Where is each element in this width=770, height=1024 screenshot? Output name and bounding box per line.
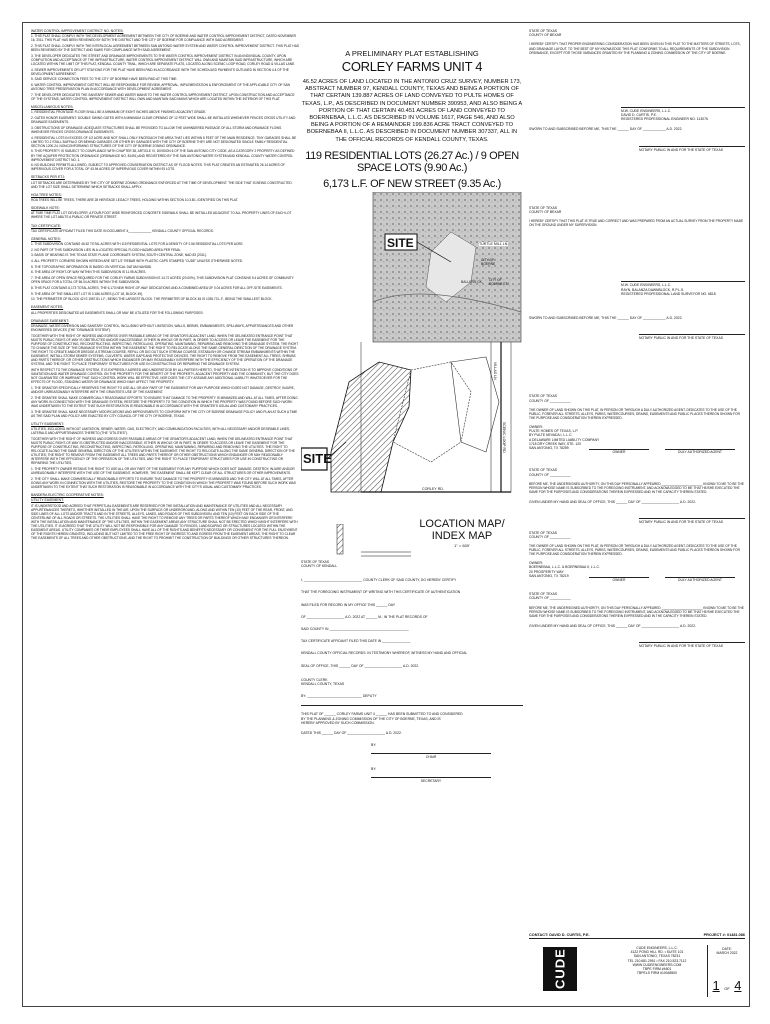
hoa-title: HOA TREE NOTES: [31, 192, 62, 197]
cude-logo [543, 947, 577, 991]
engineer-state: STATE OF TEXAS [529, 29, 558, 33]
note-item: TOGETHER WITH THE RIGHT OF INGRESS AND EGRESS OVER PASSABLE AREAS OF THE GRANTOR'S ADJACENT LAND, WHEN THE DELINEATED ENTRANCE POINT THAT MUSTS PUBLIC RIGHT-OF-WAY IS OBSTRUCTED AND/OR INACCESSIBLE, EITHER IN WHOLE OR IN PART, IN ORDER TO ACCESS OR LEAVE THE EASEMENT FOR THE PURPOSE OF CONSTRUCTING, RECONSTRUCTING, INSPECTING, PATROLLING, OPERATING, MAINTAINING, REPAIRING AND REMOVING THE DRAINAGE SYSTEM. THE RIGHT TO CHANGE THE SIZE OF THE DRAINAGE SYSTEM WITHIN THE EASEMENT. THE RIGHT TO RELOCATE ALONG THE SAME GENERAL DIRECTION OF THE DRAINAGE SYSTEM. THE RIGHT TO CREATE AND/OR DREDGE A STREAM COURSE, REFILL OR DIG OUT SUCH STREAM COURSE, ESTABLISH OR CHANGE STREAM EMBANKMENTS WITHIN THE EASEMENT, INSTALL STORM SEWER SYSTEMS, CULVERTS, WATER GAPS AND PROTECTIVE DEVICES. THE RIGHT TO REMOVE FROM THE EASEMENT ALL TREES, SHRUBS AND PARTS THEREOF, OR OTHER OBSTRUCTIONS WHICH ENDANGER OR MAY REASONABLY INTERFERE WITH THE EFFICIENCY OF THE OPERATION OF THE DRAINAGE SYSTEM, AND THE RIGHT TO PLACE TEMPORARY STRUCTURES FOR USE IN CONSTRUCTING OR REPAIRING THE DRAINAGE SYSTEM. [31, 333, 299, 367]
sheet-current: 1 [712, 978, 720, 993]
note-item: 7. THE AREA OF OPEN SPACE REQUIRED FOR THE CORLEY FARMS SUBDIVISION IS 14.72 ACRES (20.00%). THIS SUBDIVISION PLAT CONTAINS 9.4 ACRES OF COMMUNITY OPEN SPACE FOR A TOTAL OF 56.04 ACRES WITHIN THE SUBDIVISION. [31, 276, 294, 285]
ack2-text: BEFORE ME, THE UNDERSIGNED AUTHORITY, ON THIS DAY PERSONALLY APPEARED _______________________ KNOWN TO ME TO BE THE PERSON WHOSE NAME IS SUBSCRIBED TO THE FOREGOING INSTRUMENT, AND ACKNOWLEDGED TO ME THAT HE/SHE EXECUTED THE SAME FOR THE PURPOSES AND CONSIDERATIONS THEREIN EXPRESSED AND IN THE CAPACITY THEREIN STATED. [529, 605, 744, 618]
note-item: 1. RESIDENTIAL FRONTAGE FLOOR SHALL BE A MINIMUM OF EIGHT INCHES ABOVE FINISHED ADJACENT GRADE. [31, 110, 207, 115]
cude-logo-text: CUDE [552, 948, 568, 990]
project-label: PROJECT #: [703, 933, 726, 937]
note-item: 4. SEWER IMPROVEMENTS OR LIFT STATIONS FOR THE PLAT HAVE BEEN PAID IN ACCORDANCE WITH THE SCHEDULED PAYMENTS OUTLINED IN SECTION 4.4 OF THE DEVELOPMENT AGREEMENT. [31, 67, 289, 76]
note-item: 2. GATES HONOR EASEMENT: DOUBLE SWING GATES WITH A MINIMUM CLEAR OPENING OF 12 FEET WIDE SHALL BE INSTALLED WHENEVER FENCES CROSS UTILITY AND DRAINAGE EASEMENTS. [31, 115, 296, 125]
owner1-owner-sig: OWNER [612, 450, 626, 455]
owner2-owner-sig: OWNER [612, 578, 626, 583]
location-map-caption [301, 518, 523, 628]
note-item: 5. THE TOPOGRAPHIC INFORMATION IS BASED ON VERTICAL DATUM NAVD88. [31, 264, 152, 269]
filed-line: WAS FILED FOR RECORD IN MY OFFICE THIS ______ DAY [301, 602, 396, 607]
plat-sheet [22, 22, 750, 1007]
dated-line: DATED THIS ______ DAY OF ____________________ A.D. 2022. [301, 731, 402, 736]
address-line: WWW.CUDEENGINEERS.COM [632, 962, 682, 967]
owner2-agent-sig: DULY AUTHORIZED AGENT [678, 578, 722, 583]
engineer-notary-label: NOTARY PUBLIC IN AND FOR THE STATE OF TEXAS [639, 147, 723, 152]
note-item: 1. THIS SUBDIVISION CONTAINS 46.52 TOTAL ACRES WITH 119 RESIDENTIAL LOTS FOR A DENSITY OF 2.56 RESIDENTIAL LOTS PER ACRE. [31, 242, 244, 247]
plat-title: CORLEY FARMS UNIT 4 [341, 59, 483, 74]
clerk-para: THAT THE FOREGOING INSTRUMENT OF WRITING WITH THIS CERTIFICATE OF AUTHENTICATION [301, 590, 461, 595]
owner1-agent-sig: DULY AUTHORIZED AGENT [678, 450, 722, 455]
note-item: 3. THE DEVELOPER DEDICATES THE STREET AND DRAINAGE IMPROVEMENTS TO THE WATER CONTROL IMPROVEMENT DISTRICT IN AN INDIVIDUAL COUNTY. UPON COMPLETION AND ACCEPTANCE OF THE INFRASTRUCTURE, WATER CONTROL IMPROVEMENT DISTRICT WILL OWN AND MAINTAIN SAID INFRASTRUCTURE, WHICH ARE LOCATED WITHIN THE LIMIT OF THIS PLAT, KENDALL COUNTY TRAIL, WHICH ARE SEPARATE PLATS, LOCATED ALONG SCENIC LOOP ROAD, CORLEY ROAD & VILLAS LANE. [31, 53, 296, 66]
note-item: 1. THIS PLAT SHALL COMPLY WITH THE DEVELOPMENT AGREEMENT BETWEEN THE CITY OF BOERNE AND WATER CONTROL IMPROVEMENT DISTRICT, DATED NOVEMBER 16, 2011. THIS PLAT HAS BEEN REVIEWED BY BOTH THE DISTRICT AND THE CITY OF BOERNE FOR COMPLIANCE WITH SAID AGREEMENT. [31, 34, 296, 43]
surveyor-registration: REGISTERED PROFESSIONAL LAND SURVEYOR NO. 6818 [621, 291, 716, 296]
map-legend-lines [301, 524, 523, 560]
site-label-lower: SITE [303, 450, 332, 466]
note-item: 9. THE AREA OF THE SMALLEST LOT IS 0.186 ACRES (LOT 18, BLOCK 49). [31, 291, 144, 296]
owner1-signatures [589, 449, 745, 454]
city-label: CITY OF BOERNE [481, 257, 496, 266]
owner1-address [529, 429, 745, 450]
unit-4-hatched-area [331, 362, 411, 492]
surveyor-notary [639, 334, 745, 340]
address-line: TBPE FIRM #4601 [642, 967, 672, 972]
lot-summary: 119 RESIDENTIAL LOTS (26.27 Ac.) / 9 OPEN SPACE LOTS (9.90 Ac.) [305, 149, 519, 174]
engineer-sworn: SWORN TO AND SUBSCRIBED BEFORE ME, THIS THE ______ DAY OF ____________ A.D. 2022. [529, 127, 683, 132]
note-item: 2. THIS PLAT SHALL COMPLY WITH THE INTERLOCAL AGREEMENT BETWEEN SAN ANTONIO WATER SYSTEM AND WATER CONTROL IMPROVEMENT DISTRICT. THIS PLAT HAS BEEN REVIEWED BY THE DISTRICT AND SAWS FOR COMPLIANCE WITH SAID AGREEMENT. [31, 43, 299, 53]
tax-text: TAX CERTIFICATE AFFIDAVIT FILED THIS DATE IN DOCUMENT #_____________ KENDALL COUNTY OFFICIAL RECORDS. [31, 228, 214, 233]
corley-road-label: CORLEY RD. [422, 486, 444, 491]
clerk-county: COUNTY OF KENDALL [301, 564, 338, 569]
general-notes-title: GENERAL NOTES: [31, 236, 61, 241]
note-item: 2. THE CITY SHALL MAKE COMMERCIALLY REASONABLE EFFORTS TO ENSURE THAT DAMAGE TO THE PROPERTY IS MINIMIZED AND THE CITY WILL AT ALL TIMES, AFTER DOING ANY WORK IN CONNECTION WITH THE UTILITIES, RESTORE THE PROPERTY TO THE CONDITION IN WHICH THE PROPERTY WAS FOUND BEFORE SUCH WORK WAS UNDERTAKEN TO THE EXTENT THAT SUCH RESTORATION IS REASONABLE IN ACCORDANCE WITH THE CITY'S USUAL AND CUSTOMARY PRACTICES. [31, 476, 296, 490]
setback-text: LOT SETBACKS ARE DETERMINED BY THE CITY OF BOERNE ZONING ORDINANCE ENFORCED AT THE TIME OF DEVELOPMENT. THE SIDE THAT IS BEING CONSTRUCTED AND THE LOT SIZE SHALL DETERMINE WHICH SETBACKS SHALL APPLY. [31, 180, 292, 189]
address-line: BOERNEBAA, L.L.C. & BOERNEBAA II, L.L.C. [529, 565, 600, 570]
water-notes-list [31, 34, 299, 101]
legal-description: 46.52 ACRES OF LAND LOCATED IN THE ANTONIO CRUZ SURVEY, NUMBER 173, ABSTRACT NUMBER 97, KENDALL COUNTY, TEXAS AND BEING A PORTION OF THAT CERTAIN 139.887 ACRES OF LAND CONVEYED TO PULTE HOMES OF TEXAS, L.P., AS DESCRIBED IN DOCUMENT NUMBER 390953, AND ALSO BEING A PORTION OF THAT CERTAIN 40.451 ACRES OF LAND CONVEYED TO BOERNEBAA, L.L.C. AS DESCRIBED IN VOLUME 1617, PAGE 546, AND ALSO BEING A PORTION OF A REMAINDER 199.836 ACRE TRACT CONVEYED TO BOERNEBAA II, L.L.C. AS DESCRIBED IN DOCUMENT NUMBER 307337, ALL IN THE OFFICIAL RECORDS OF KENDALL COUNTY, TEXAS. [301, 79, 523, 143]
street-summary: 6,173 L.F. OF NEW STREET (9.35 Ac.) [323, 177, 501, 190]
kendall-records-line: KENDALL COUNTY OFFICIAL RECORDS. IN TESTIMONY WHEREOF, WITNESS MY HAND AND OFFICIAL [301, 651, 468, 656]
note-item: 2. THE GRANTEE SHALL MAKE COMMERCIALLY REASONABLE EFFORTS TO ENSURE THAT DAMAGE TO THE PROPERTY IS MINIMIZED AND WILL AT ALL TIMES, AFTER DOING ANY WORK IN CONNECTION WITH THE DRAINAGE SYSTEM, RESTORE THE PROPERTY TO THE CONDITION IN WHICH THE PROPERTY WAS FOUND BEFORE SUCH WORK WAS UNDERTAKEN TO THE EXTENT THAT SUCH RESTORATION IS REASONABLE IN ACCORDANCE WITH THE GRANTEE'S USUAL AND CUSTOMARY PRACTICES. [31, 395, 298, 408]
site-label-upper: SITE [387, 235, 414, 250]
note-item: WITH RESPECT TO THE DRAINAGE SYSTEM, IT IS EXPRESSLY AGREED AND UNDERSTOOD BY ALL PARTIES HERETO, THAT THE INTENTION IS TO IMPROVE CONDITIONS OF SANITATION AND WATER DRAINAGE CONTROL ON THE PROPERTY FOR THE BENEFIT OF THE PROPERTY, ADJACENT PROPERTY AND THE COMMUNITY, BUT THE CITY DOES NOT GUARANTEE OR WARRANT THAT SUCH CONTROL WORK WILL BE EFFECTIVE, NOR DOES THE CITY ASSUME ANY ADDITIONAL LIABILITY WHATSOEVER FOR THE EFFECTS OF FLOOD, STANDING WATER OR DRAINAGE WHICH MAY AFFECT THE PROPERTY. [31, 368, 299, 385]
note-item: 1. THE PROPERTY OWNER RETAINS THE RIGHT TO USE ALL OR ANY PART OF THE EASEMENT FOR ANY PURPOSE WHICH DOES NOT DAMAGE, DESTROY, INJURE AND/OR UNREASONABLY INTERFERE WITH THE USE OF THE EASEMENT. HOWEVER, THE EASEMENT SHALL BE KEPT CLEAR OF ALL STRUCTURES OR OTHER IMPROVEMENTS. [31, 467, 295, 476]
note-item: 6. NO BUILDING PERMITS ALLOWED, SUBJECT TO APPROVED CONSERVATION DISTRICT AS OF FLOOD NOTES. THIS PLAT CREATES AN ESTIMATED 26.14 ACRES OF IMPERVIOUS COVER FOR A TOTAL OF 43.94 ACRES OF IMPERVIOUS COVER WITHIN 93 LOTS. [31, 163, 285, 172]
approval-line-1: THIS PLAT OF ______ CORLEY FARMS UNIT 4 ______ HAS BEEN SUBMITTED TO AND CONSIDERED [301, 712, 463, 717]
ack1-county: COUNTY OF ___________ [529, 472, 571, 477]
tax-title: TAX CERTIFICATE: [31, 223, 62, 228]
owner1-county: COUNTY OF ___________ [529, 398, 571, 403]
sheet-of: OF [724, 986, 730, 991]
owner2-state: STATE OF TEXAS [529, 530, 558, 535]
address-line: TEL 210.681.2951 • FAX 210.523.7112 [627, 958, 687, 963]
note-item: 8. THIS PLAT CONTAINS 6,173 TOTAL ACRES, THE 6,173 NEW RIGHT-OF-WAY DEDICATIONS AND A COMBINED AREA OF 0.04 ACRES FOR ALL OFF-SITE EASEMENTS. [31, 285, 283, 290]
note-item: 2. NO PART OF THIS SUBDIVISION LIES IN A LOCATED SPECIAL FLOOD HAZARD AREA PER FEMA. [31, 247, 181, 252]
date-sheet-box [707, 945, 746, 997]
owner2-signatures [589, 577, 745, 582]
note-item: 5. SAID SERVICE CONNECTION FEES TO THE CITY OF BOERNE HAVE BEEN PAID AT THIS TIME. [31, 77, 178, 82]
approval-line-3: HEREBY APPROVED BY SUCH COMMISSION. [301, 720, 375, 725]
owner1-state: STATE OF TEXAS [529, 394, 558, 399]
chair-by: BY: [371, 743, 377, 748]
ack2-state: STATE OF TEXAS [529, 592, 558, 597]
clerk-line: I, _______________________________ COUNTY CLERK OF SAID COUNTY, DO HEREBY CERTIFY [301, 578, 457, 583]
drainage-paragraphs [31, 324, 299, 418]
owner2-county: COUNTY OF ___________ [529, 534, 571, 539]
title-prefix: A PRELIMINARY PLAT ESTABLISHING [345, 49, 479, 58]
notes-column [31, 29, 299, 1006]
note-item: UTILITIES, INCLUDING WITHOUT LIMITATION, SEWER, WATER, GAS, ELECTRICITY, AND COMMUNICATION FACILITIES, WITH ALL NECESSARY AND/OR DESIRABLE LINES, LATERALS AND APPURTENANCES THERETO (THE "UTILITIES"). [31, 427, 290, 436]
title-block [529, 933, 745, 1001]
note-item: 6. THE AREA OF RIGHT-OF-WAY WITHIN THIS SUBDIVISION IS 11.95 ACRES. [31, 270, 147, 275]
date-value: MARCH 2022 [716, 951, 738, 956]
note-item: 1. THE GRANTOR SPECIFICALLY RESERVES THE RIGHT TO USE ALL OR ANY PART OF THE EASEMENT FOR ANY PURPOSE WHICH DOES NOT DAMAGE, DESTROY, INJURE, AND/OR UNREASONABLY INTERFERE WITH THE GRANTEE'S USE OF THE EASEMENT. [31, 386, 295, 395]
engineer-name: DAVID D. CURTIS, P.E. [621, 112, 657, 117]
sheet-number [710, 977, 744, 995]
location-map-title: LOCATION MAP/ [419, 517, 505, 530]
note-item: 4. ALL PROPERTY CORNERS SHOWN HEREON ARE SET 1/2" REBAR WITH PLASTIC CAPS STAMPED "CUDE" UNLESS OTHERWISE NOTED. [31, 259, 243, 264]
note-item: 10. THE PERIMETER OF BLOCK 42 IS 1957.81 L.F., BEING THE LARGEST BLOCK. THE PERIMETER OF BLOCK 45 IS 1035.73 L.F., BEING THE SMALLEST BLOCK. [31, 297, 273, 302]
of-line: OF ____________________ A.D. 2022 AT ______ M., IN THE PLAT RECORDS OF [301, 614, 428, 619]
chair-label: CHAIR [425, 755, 437, 760]
secretary-signature [371, 767, 491, 783]
address-line: 20 PROSPERITY WAY [529, 569, 564, 574]
ack2-county: COUNTY OF ___________ [529, 596, 571, 601]
said-county-line: SAID COUNTY IN __________________________________________ [301, 627, 409, 632]
address-line: CUDE ENGINEERS, L.L.C. [636, 946, 678, 950]
engineer-firm: M.W. CUDE ENGINEERS, L.L.C. [621, 108, 672, 113]
setback-title: SETBACKS PER ETJ: [31, 175, 65, 180]
surveyor-signature [621, 281, 745, 296]
ack1-given: GIVEN UNDER MY HAND AND SEAL OF OFFICE, THIS ______ DAY OF ____________________ A.D. 2022. [529, 500, 696, 505]
engineer-county: COUNTY OF BEXAR [529, 33, 562, 38]
etj-label: CITY OF BOERNE ETJ [489, 277, 510, 286]
ack2-notary-label: NOTARY PUBLIC IN AND FOR THE STATE OF TEXAS [639, 644, 723, 649]
hoa-text: HOA TREES WILL BE TREES, THERE ARE 28 HERITAGE LEGACY TREES, HOLDING WITHIN SECTION 10.3.B1, IDENTIFIED ON THIS PLAT. [31, 198, 239, 203]
note-item: 3. OBSTRUCTIONS OF DRAINAGE: ADEQUATE STRUCTURES SHALL BE PROVIDED TO ALLOW THE UNHINDERED PASSAGE OF ALL STORM AND DRAINAGE FLOWS WHENEVER FENCES CROSS DRAINAGE EASEMENTS. [31, 125, 282, 134]
address-line: SAN ANTONIO, TX 78259 [529, 446, 569, 451]
index-map-title: INDEX MAP [431, 529, 493, 542]
note-item: 3. THE GRANTEE SHALL MAKE NECESSARY MODIFICATIONS AND IMPROVEMENTS TO CONFORM WITH THE CITY OF BOERNE DRAINAGE POLICY AND PLAN AT SUCH A TIME AS THE SAID PLAN AND POLICY ARE ENACTED BY CITY COUNCIL OF THE CITY OF BOERNE, TEXAS. [31, 409, 298, 418]
adjacent-unit-outline-2 [451, 357, 499, 452]
ack2-given: GIVEN UNDER MY HAND AND SEAL OF OFFICE, THIS ______ DAY OF ____________________ A.D. 2022. [529, 623, 696, 628]
engineer-notary [639, 146, 745, 152]
chair-signature [371, 743, 491, 759]
map-scale: 1" = 600' [454, 542, 470, 548]
note-item: 5. THIS PROPERTY IS SUBJECT TO COMPLIANCE WITH CHAPTER 38, ARTICLE VI, DIVISION 6 OF THE SAN ANTONIO CITY CODE, AS A CATEGORY 2 PROPERTY AS DEFINED BY THE AQUIFER PROTECTION ORDINANCE (ORDINANCE NO. 81491) AND REGISTERED BY THE SAN ANTONIO WATER SYSTEM AND KENDALL COUNTY WATER CONTROL IMPROVEMENT DISTRICT NO. 1. [31, 149, 295, 162]
surveyor-name: RAYN, BALANZA DAWNBLOCK, R.P.L.S. [621, 287, 685, 292]
note-item: IT IS UNDERSTOOD AND AGREED THAT PERPETUAL EASEMENTS ARE RESERVED FOR THE INSTALLATION AND MAINTENANCE OF UTILITIES AND ALL NECESSARY APPURTENANCES THERETO, WHETHER INSTALLED IN THE AIR, UPON THE SURFACE OR UNDERGROUND, ALONG AND WITHIN TEN (10) FEET OF THE REAR, FRONT, AND SIDE LINES OF ALL LOTS AND/OR TRACTS AND IN THE STREETS, ALLEYS, LANES, AND ROADS OF THIS SUBDIVISION, AND TEN (10) FEET ON EACH SIDE OF THE CENTERLINE OF ALL ROADS OR STREETS. THE UTILITIES SHALL HAVE THE RIGHT TO REMOVE ANY TREES OR PARTS THEREOF WHICH MAY ENDANGER OR INTERFERE WITH THE INSTALLATION AND MAINTENANCE OF THE UTILITIES. WITHIN THE EASEMENT AREAS ANY STRUCTURE SHALL NOT BE ERECTED WHICH MIGHT INTERFERE WITH THE UTILITIES. IT IS AGREED THAT THE UTILITY WILL NOT BE RESPONSIBLE FOR ANY DAMAGE TO FENCES, LANDSCAPING OR STRUCTURES LOCATED WITHIN THE EASEMENT AREAS. UTILITY COMPANIES OR THEIR EMPLOYEES SHALL HAVE ALL OF THE RIGHTS AND BENEFITS NECESSARY OR CONVENIENT FOR THE FULL ENJOYMENT OF THE RIGHTS HEREIN GRANTED, INCLUDING BUT NOT LIMITED TO THE FREE RIGHT OF INGRESS TO AND EGRESS FROM THE EASEMENT AREAS, THE RIGHT TO CLEAR THE EASEMENTS OF ALL TREES AND OTHER OBSTRUCTIONS, AND THE RIGHT TO PROHIBIT THE CONSTRUCTION OF BUILDINGS OR OTHER STRUCTURES THEREON. [31, 503, 298, 541]
utility-title: UTILITY EASEMENT: [31, 421, 64, 426]
ack1-text: BEFORE ME, THE UNDERSIGNED AUTHORITY, ON THIS DAY PERSONALLY APPEARED _______________________ KNOWN TO ME TO BE THE PERSON WHOSE NAME IS SUBSCRIBED TO THE FOREGOING INSTRUMENT, AND ACKNOWLEDGED TO ME THAT HE/SHE EXECUTED THE SAME FOR THE PURPOSES AND CONSIDERATIONS THEREIN EXPRESSED AND IN THE CAPACITY THEREIN STATED. [529, 481, 744, 495]
surveyor-county: COUNTY OF BEXAR [529, 209, 562, 214]
kendall-county-label: KENDALL COUNTY, TEXAS [301, 682, 345, 687]
ack1-notary [639, 518, 745, 524]
project-number: 01481.086 [727, 933, 745, 937]
title-map-column [301, 29, 523, 1006]
note-item: 7. THE DEVELOPER DEDICATES THE SANITARY SEWER AND WATER MAINS TO THE WATER CONTROL IMPROVEMENT DISTRICT. UPON CONSTRUCTION AND ACCEPTANCE OF THE SYSTEMS, WATER CONTROL IMPROVEMENT DISTRICT WILL OWN AND MAINTAIN SAID MAINS WHICH ARE LOCATED WITHIN THE INTERIOR OF THIS PLAT. [31, 92, 295, 101]
bandera-paragraphs [31, 504, 299, 541]
note-item: TOGETHER WITH THE RIGHT OF INGRESS AND EGRESS OVER PASSABLE AREAS OF THE GRANTOR'S ADJACENT LAND, WHEN THE DELINEATED ENTRANCE POINT THAT MUSTS PUBLIC RIGHT-OF-WAY IS OBSTRUCTED AND/OR INACCESSIBLE, EITHER IN WHOLE OR IN PART, IN ORDER TO ACCESS OR LEAVE THE EASEMENT FOR THE PURPOSE OF CONSTRUCTING, RECONSTRUCTING, INSPECTING, PATROLLING, OPERATING, MAINTAINING, REPAIRING AND REMOVING THE UTILITIES. THE RIGHT TO RELOCATE ALONG THE SAME GENERAL DIRECTION OF THE UTILITIES WITHIN THE EASEMENT. THE RIGHT TO RELOCATE ALONG THE SAME GENERAL DIRECTION OF THE UTILITIES; THE RIGHT TO REMOVE FROM THE EASEMENT ALL TREES AND PARTS THEREOF OR OTHER OBSTRUCTIONS WHICH ENDANGER OR MAY REASONABLY INTERFERE WITH THE EFFICIENCY OF THE OPERATION OF THE UTILITIES, AND THE RIGHT TO PLACE TEMPORARY STRUCTURES FOR USE IN CONSTRUCTING OR REPAIRING THE UTILITIES. [31, 436, 295, 466]
contact-label: CONTACT: [529, 933, 549, 937]
owner2-dedication: THE OWNER OF LAND SHOWN ON THIS PLAT, IN PERSON OR THROUGH A DULY AUTHORIZED AGENT, DEDICATES TO THE USE OF THE PUBLIC, FOREVER ALL STREETS, ALLEYS, PARKS, WATERCOURSES, DRAINS, EASEMENTS AND PUBLIC PLACES THEREON SHOWN FOR THE PURPOSE AND CONSIDERATION THEREIN EXPRESSED. [529, 543, 740, 557]
drainage-title: DRAINAGE EASEMENT: [31, 318, 69, 323]
bandera-subtitle: UTILITY EASEMENT: [31, 498, 64, 503]
water-notes-title: WATER CONTROL IMPROVEMENT DISTRICT NO. NOTES: [31, 29, 124, 33]
ack1-notary-label: NOTARY PUBLIC IN AND FOR THE STATE OF TEXAS [639, 520, 723, 525]
utility-paragraphs [31, 427, 299, 489]
county-clerk-label: COUNTY CLERK [301, 677, 328, 682]
address-line: SAN ANTONIO, TEXAS 78231 [633, 954, 681, 959]
address-line: A DELAWARE LIMITED LIABILITY COMPANY [529, 437, 600, 442]
easement-text: ALL PROPERTIES DESIGNATED AS EASEMENTS SHALL OR MAY BE UTILIZED FOR THE FOLLOWING PURPOSES: [31, 310, 204, 315]
address-line: 1718 DRY CREEK WAY, STE. 120 [529, 441, 582, 446]
surveyor-certification: I HEREBY CERTIFY THAT THIS PLAT IS TRUE AND CORRECT AND WAS PREPARED FROM AN ACTUAL SURVEY FROM THE PROPERTY MADE ON THE GROUND UNDER MY SUPERVISION. [529, 219, 744, 228]
note-item: 4. RESIDENTIAL LOTS IN EXCESS OF 1/2 ACRE AND NOT SHALL ONLY ENCROACH THE AREA THAT LIES WITHIN 5 FEET OF THE MAIN RESIDENCE. TINY GARAGES SHALL BE LIMITED TO 2 STALL BUFFALO OR BEHIND GARAGES OR OTHER BY GARAGES WITH THE CITY OF BOERNE THEY ARE NOT DESIGNATED SINGLE FAMILY RESIDENTIAL SECTION 1200-24, NONCONFORMING STRUCTURES OF THE CITY OF BOERNE ZONING ORDINANCE. [31, 135, 297, 148]
address-line: PULTE HOMES OF TEXAS, L.P. [529, 429, 579, 434]
contact-row [529, 933, 745, 939]
easement-title: EASEMENT NOTES: [31, 305, 64, 310]
secretary-label: SECRETARY [420, 779, 442, 784]
date-label: DATE: [722, 947, 732, 951]
address-line: BY PULTE NEVADA I, L.L.C. [529, 433, 573, 438]
owner1-dedication: THE OWNER OF LAND SHOWN ON THIS PLAT, IN PERSON OR THROUGH A DULY AUTHORIZED AGENT, DEDICATES TO THE USE OF THE PUBLIC, FOREVER ALL STREETS, ALLEYS, PARKS, WATERCOURSES, DRAINS, EASEMENTS AND PUBLIC PLACES THEREON SHOWN FOR THE PURPOSE AND CONSIDERATION THEREIN EXPRESSED. [529, 407, 740, 420]
note-item: 6. WATER CONTROL IMPROVEMENT DISTRICT WILL BE RESPONSIBLE FOR REVIEW, APPROVAL, IMPLEMENTATION & ENFORCEMENT OF THE APPLICABLE CITY OF SAN ANTONIO TREE PRESERVATION PLAN IN ACCORDANCE WITH DEVELOPMENT AGREEMENT. [31, 83, 290, 92]
firm-info [615, 946, 699, 975]
ack1-state: STATE OF TEXAS [529, 468, 558, 473]
owner1-label: OWNER: [529, 425, 543, 429]
general-notes-list [31, 242, 299, 301]
surveyor-firm: M.W. CUDE ENGINEERS, L.L.C. [621, 283, 672, 288]
ballers-label: BALLERS CK. [461, 279, 483, 284]
ack2-notary [639, 642, 745, 648]
tax-affidavit-line: TAX CERTIFICATE AFFIDAVIT FILED THIS DATE IN _______________ [301, 639, 411, 644]
bandera-title: BANDERA ELECTRIC COOPERATIVE NOTES: [31, 493, 104, 498]
certificates-column [529, 29, 745, 1006]
secretary-by: BY: [371, 767, 377, 772]
clerk-state: STATE OF TEXAS [301, 559, 330, 564]
address-line: SAN ANTONIO, TX 78219 [529, 573, 569, 578]
villas-lane-label: VILLAS LN. [493, 361, 497, 381]
surveyor-state: STATE OF TEXAS [529, 205, 558, 210]
note-item: DRAINAGE, WATER DIVERSION AND SANITARY CONTROL, INCLUDING WITHOUT LIMITATION, WALLS, BERMS, EMBANKMENTS, SPILLWAYS, APPURTENANCES AND OTHER ENGINEERED DEVICES (THE "DRAINAGE SYSTEM"). [31, 323, 294, 333]
address-line: 4122 POND HILL RD. • SUITE 101 [630, 950, 684, 955]
surveyor-notary-label: NOTARY PUBLIC IN AND FOR THE STATE OF TEXAS [639, 336, 723, 341]
misc-notes-title: MISCELLANEOUS NOTES: [31, 105, 74, 110]
address-line: TBPELS FIRM #10048500 [636, 971, 678, 976]
engineer-signature [621, 107, 745, 122]
approval-line-2: BY THE PLANNING & ZONING COMMISSION OF THE CITY OF BOERNE, TEXAS, AND IS [301, 716, 441, 721]
turtle-mill-label: TURTLE MILL LN. [479, 241, 509, 246]
surveyor-sworn: SWORN TO AND SUBSCRIBED BEFORE ME, THIS THE ______ DAY OF ____________ A.D. 2022. [529, 315, 683, 320]
by-deputy-line: BY: _____________________________ DEPUTY [301, 694, 377, 699]
owner2-label: OWNER: [529, 561, 543, 566]
note-item: 3. BASIS OF BEARING IS THE TEXAS STATE PLANE COORDINATE SYSTEM, SOUTH CENTRAL ZONE, NAD 83 (2011). [31, 253, 207, 258]
sidewalk-text: AT TIME TIME PLAT LOT DEVELOPER, A FOUR-FOOT WIDE REINFORCED CONCRETE SIDEWALK SHALL BE INSTALLED ADJACENT TO ALL PROPERTY LINES OF EACH LOT WHERE THE LOT ABUTS A PUBLIC OR PRIVATE STREET. [31, 211, 292, 220]
seal-line: SEAL OF OFFICE, THIS ______ DAY OF ____________________ A.D. 2022. [301, 663, 420, 668]
engineer-certification: I HEREBY CERTIFY THAT PROPER ENGINEERING CONSIDERATION HAS BEEN GIVEN IN THIS PLAT TO THE MATTERS OF STREETS, LOTS, AND DRAINAGE LAYOUT. TO THE BEST OF MY KNOWLEDGE THIS PLAT CONFORMS TO ALL REQUIREMENTS OF THE SUBDIVISION ORDINANCE, EXCEPT FOR THOSE VARIANCES GRANTED BY THE PLANNING & ZONING COMMISSION OF THE CITY OF BOERNE. [529, 42, 741, 55]
contact-name: DAVID D. CURTIS, P.E. [549, 933, 590, 937]
sheet-total: 4 [734, 978, 742, 993]
vicinity-map [301, 192, 523, 518]
engineer-registration: REGISTERED PROFESSIONAL ENGINEER NO. 113076 [621, 117, 708, 122]
sidewalk-title: SIDEWALK NOTE: [31, 206, 60, 211]
misc-notes-list [31, 110, 299, 171]
scenic-loop-label: SCENIC LOOP RD. [502, 421, 506, 454]
